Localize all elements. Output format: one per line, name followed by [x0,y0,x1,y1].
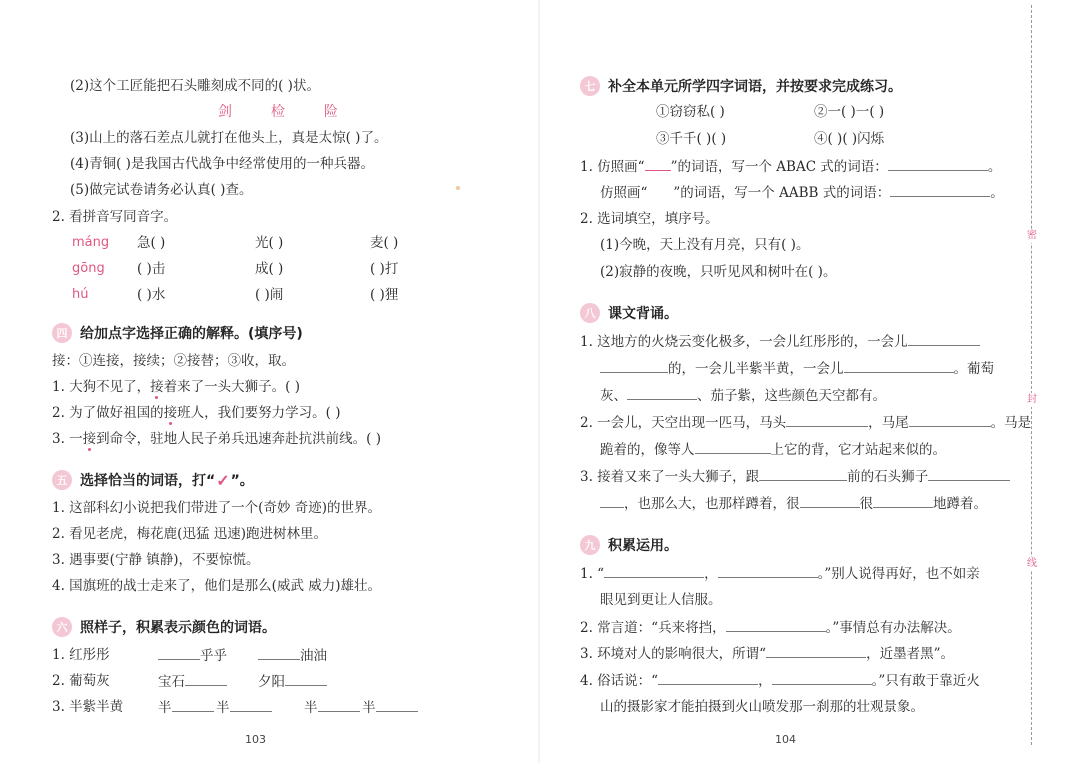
fill-item-3: (3)山上的落石差点儿就打在他头上，真是太惊( )了。 [70,130,388,146]
cell-text: 夕阳 [258,674,285,690]
pinyin-blank: 成( ) [255,261,284,277]
sec4-item-1 [52,377,300,397]
fill-item-4: (4)青铜( )是我国古代战争中经常使用的一种兵器。 [70,156,374,172]
sec4-item-2 [52,403,341,423]
fill-item-5: (5)做完试卷请务必认真( )查。 [70,182,253,198]
sec5-item: 1. 这部科幻小说把我们带进了一个(奇妙 奇迹)的世界。 [52,500,381,516]
cell-text: 半 [216,700,230,716]
char-bank-item: 险 [323,104,338,120]
item-text: 地蹲着。 [933,496,987,512]
dotted-char: 接 [82,431,97,447]
idiom-item: ①窃窃私( ) [656,104,725,120]
item-text: 2. 为了做好祖国的 [52,405,164,421]
item-text: 1. “ [580,566,605,582]
item-text: 3. 环境对人的影响很大，所谓“ [580,646,767,662]
cell-text: 半 [362,700,376,716]
cell-text: 半 [304,700,318,716]
section-title: 给加点字选择正确的解释。(填序号) [80,326,303,342]
item-text: ， [758,673,772,689]
item-text: 前的石头狮子 [847,469,929,485]
meaning-line: 接：①连接，接续；②接替；③收，取。 [52,353,295,369]
pinyin-blank: ( )水 [137,287,166,303]
idiom-item: ③千千( )( ) [656,131,727,147]
pinyin-blank: ( )打 [370,261,399,277]
item-text: 4. 俗话说：“ [580,673,659,689]
item-text: 跪着的，像等人 [600,442,695,458]
binding-label: 线 [1024,557,1040,571]
item-text: 。”事情总有办法解决。 [825,620,961,636]
item-text: 1. 仿照画“ [580,159,645,175]
item-text: 1. 这地方的火烧云变化极多，一会儿红彤彤的，一会儿 [580,334,908,350]
fill-item-2: (2)这个工匠能把石头雕刻成不同的( )状。 [70,78,320,94]
recite-line [580,331,980,352]
section-badge: 九 [580,535,600,555]
section-badge: 四 [52,323,72,343]
color-cell [304,697,360,718]
section-title: 补全本单元所学四字词语，并按要求完成练习。 [608,79,902,95]
item-text: 2. 一会儿，天空出现一匹马，马头 [580,415,787,431]
color-cell [258,671,327,692]
item-text: ，近墨者黑”。 [866,646,954,662]
sec7-q1b: 仿照画“ ”的词语，写一个 AABB 式的词语： 。 [600,182,1004,203]
dotted-char: 接 [150,379,164,395]
section-7-header [580,76,902,96]
right-page [540,0,1080,763]
binding-label: 封 [1024,393,1040,407]
item-text: 到命令，驻地人民子弟兵迅速奔赴抗洪前线。( ) [96,431,381,447]
accumulate-line: 山的摄影家才能拍摄到火山喷发那一刹那的壮观景象。 [600,699,924,715]
color-cell [216,697,272,718]
pinyin-label: gōng [72,261,105,276]
section-title: 课文背诵。 [608,306,678,322]
section-title: 选择恰当的词语，打“ [80,473,216,489]
question-2-title: 2. 看拼音写同音字。 [52,209,178,225]
item-text: ，马尾 [868,415,909,431]
cell-text: 半 [158,700,172,716]
pinyin-label: hú [72,287,89,302]
section-title-end: ”。 [230,473,254,489]
color-cell [158,645,227,666]
color-cell [258,645,327,666]
section-4-header [52,323,303,343]
pinyin-blank: ( )狸 [370,287,399,303]
item-text: ， [704,566,718,582]
color-row-label: 3. 半紫半黄 [52,699,124,715]
checkmark-icon: ✓ [216,470,230,490]
section-badge: 五 [52,470,72,490]
item-text: 。”别人说得再好，也不如亲 [817,566,980,582]
pinyin-blank: 麦( ) [370,235,399,251]
cell-text: 宝石 [158,674,185,690]
color-cell [158,697,214,718]
sec5-item: 3. 遇事要(宁静 镇静)，不要惊慌。 [52,552,260,568]
section-badge: 七 [580,76,600,96]
item-text: 上它的背，它才站起来似的。 [770,442,946,458]
item-text: ，也那么大，也那样蹲着，很 [624,496,800,512]
recite-line [580,412,1031,433]
scan-speck [456,186,460,190]
color-row-label: 1. 红彤彤 [52,647,110,663]
dotted-char: 接 [163,405,178,421]
color-cell [158,671,227,692]
cell-text: 油油 [300,648,327,664]
item-text: 的，一会儿半紫半黄，一会儿 [668,361,844,377]
color-cell [362,697,418,718]
accumulate-line [580,643,954,664]
pinyin-blank: ( )击 [137,261,166,277]
item-text: 3. 一 [52,431,83,447]
binding-label: 密 [1024,229,1040,243]
char-bank [218,102,338,122]
idiom-item: ④( )( )闪烁 [814,131,885,147]
sec7-q2: 2. 选词填空，填序号。 [580,211,719,227]
item-text: 3. 接着又来了一头大狮子，跟 [580,469,760,485]
recite-line [600,358,994,379]
section-9-header [580,535,678,555]
sec5-item: 2. 看见老虎，梅花鹿(迅猛 迅速)跑进树林里。 [52,526,327,542]
recite-line [600,385,886,406]
section-title: 照样子，积累表示颜色的词语。 [80,620,276,636]
item-text: 、茄子紫，这些颜色天空都有。 [697,388,886,404]
pinyin-blank: 急( ) [137,235,166,251]
accumulate-line: 眼见到更让人信服。 [600,592,722,608]
binding-dashed-line [1031,5,1032,745]
item-text: ”的词语，写一个 AABB 式的词语： [673,185,891,201]
pinyin-blank: 光( ) [255,235,284,251]
sec7-q2-1: (1)今晚，天上没有月亮，只有( )。 [600,237,810,253]
section-8-header [580,303,678,323]
item-text: 。马是 [990,415,1032,431]
sec7-q1a: 1. 仿照画“ ”的词语，写一个 ABAC 式的词语： 。 [580,156,1001,177]
item-text: 很 [859,496,873,512]
color-row-label: 2. 葡萄灰 [52,673,110,689]
item-text: 班人，我们要努力学习。( ) [177,405,341,421]
char-bank-item: 检 [270,104,285,120]
item-text: 灰、 [600,388,627,404]
recite-line [600,439,946,460]
item-text: 仿照画“ [600,185,648,201]
section-badge: 六 [52,617,72,637]
item-text: 着来了一头大狮子。( ) [163,379,300,395]
accumulate-line [580,670,980,691]
idiom-item: ②一( )一( ) [814,104,885,120]
sec7-q2-2: (2)寂静的夜晚，只听见风和树叶在( )。 [600,264,837,280]
section-6-header [52,617,276,637]
accumulate-line [580,617,961,638]
page-number: 104 [775,733,796,746]
pinyin-label: máng [72,235,110,250]
item-text: 2. 常言道：“兵来将挡， [580,620,726,636]
cell-text: 乎乎 [200,648,227,664]
recite-line [580,466,1010,487]
sec4-item-3 [52,429,381,449]
section-title: 积累运用。 [608,538,678,554]
section-badge: 八 [580,303,600,323]
sec5-item: 4. 国旗班的战士走来了，他们是那么(威武 威力)雄壮。 [52,578,381,594]
pinyin-blank: ( )闹 [255,287,284,303]
accumulate-line [580,563,980,584]
item-text: 1. 大狗不见了， [52,379,151,395]
item-text: ”的词语，写一个 ABAC 式的词语： [670,159,888,175]
page-number: 103 [245,733,266,746]
item-text: 。葡萄 [953,361,994,377]
item-text: 。”只有敢于靠近火 [871,673,980,689]
char-bank-item: 剑 [218,104,232,120]
recite-line [600,493,987,514]
section-5-header [52,470,254,490]
